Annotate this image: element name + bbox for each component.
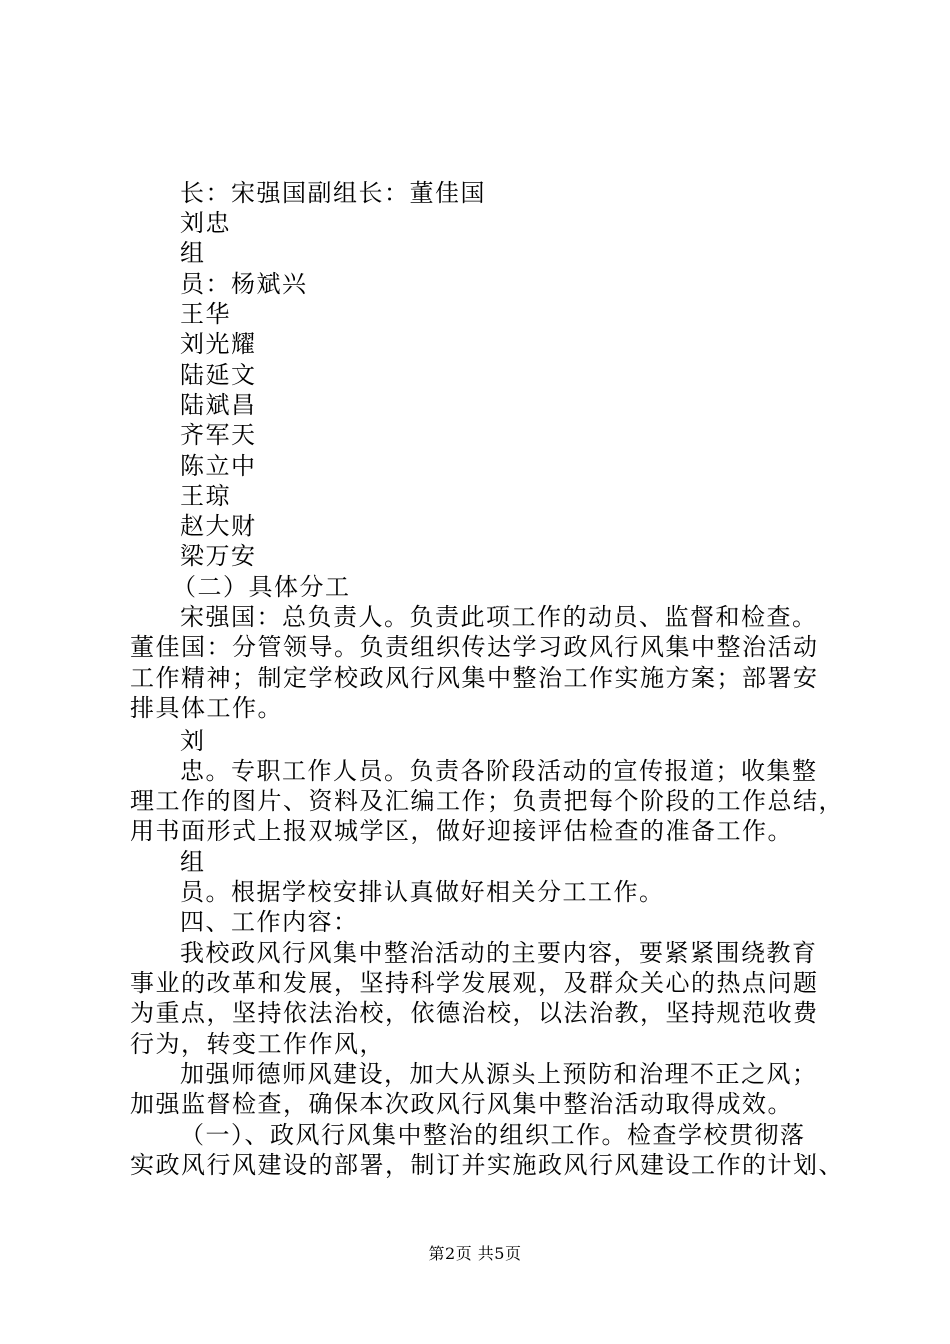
text-line: 行为，转变工作作风， xyxy=(130,1030,385,1058)
text-line: 排具体工作。 xyxy=(130,694,283,722)
text-line: 工作精神；制定学校政风行风集中整治工作实施方案；部署安 xyxy=(130,664,819,692)
text-line: 员：杨斌兴 xyxy=(180,270,308,298)
text-line: 陆斌昌 xyxy=(180,391,257,419)
text-line: 事业的改革和发展，坚持科学发展观，及群众关心的热点问题 xyxy=(130,969,819,997)
text-line: 长：宋强国副组长：董佳国 xyxy=(180,179,486,207)
text-line: 我校政风行风集中整治活动的主要内容，要紧紧围绕教育 xyxy=(180,939,818,967)
text-line: 王琼 xyxy=(180,482,231,510)
section-heading: 四、工作内容： xyxy=(180,908,359,936)
text-line: 宋强国：总负责人。负责此项工作的动员、监督和检查。 xyxy=(180,603,818,631)
text-line: 陈立中 xyxy=(180,452,257,480)
text-line: 实政风行风建设的部署，制订并实施政风行风建设工作的计划、 xyxy=(130,1151,844,1179)
text-line: 用书面形式上报双城学区，做好迎接评估检查的准备工作。 xyxy=(130,817,793,845)
text-line: 董佳国：分管领导。负责组织传达学习政风行风集中整治活动 xyxy=(130,633,819,661)
text-line: 理工作的图片、资料及汇编工作；负责把每个阶段的工作总结， xyxy=(130,787,844,815)
text-line: 陆延文 xyxy=(180,361,257,389)
section-heading: （二）具体分工 xyxy=(172,573,351,601)
text-line: 加强师德师风建设，加大从源头上预防和治理不正之风； xyxy=(180,1060,818,1088)
page-number-footer: 第2页 共5页 xyxy=(428,1244,522,1263)
text-line: 齐军天 xyxy=(180,421,257,449)
text-line: 为重点，坚持依法治校，依德治校，以法治教，坚持规范收费 xyxy=(130,999,819,1027)
text-line: 赵大财 xyxy=(180,512,257,540)
text-line: 员。根据学校安排认真做好相关分工工作。 xyxy=(180,878,665,906)
text-line: （一）、政风行风集中整治的组织工作。检查学校贯彻落 xyxy=(180,1121,806,1149)
text-line: 忠。专职工作人员。负责各阶段活动的宣传报道；收集整 xyxy=(180,757,818,785)
text-line: 王华 xyxy=(180,300,231,328)
text-line: 梁万安 xyxy=(180,542,257,570)
text-line: 刘光耀 xyxy=(180,330,257,358)
text-line: 组 xyxy=(180,848,206,876)
text-line: 组 xyxy=(180,239,206,267)
text-line: 加强监督检查，确保本次政风行风集中整治活动取得成效。 xyxy=(130,1090,793,1118)
text-line: 刘忠 xyxy=(180,209,231,237)
text-line: 刘 xyxy=(180,727,206,755)
